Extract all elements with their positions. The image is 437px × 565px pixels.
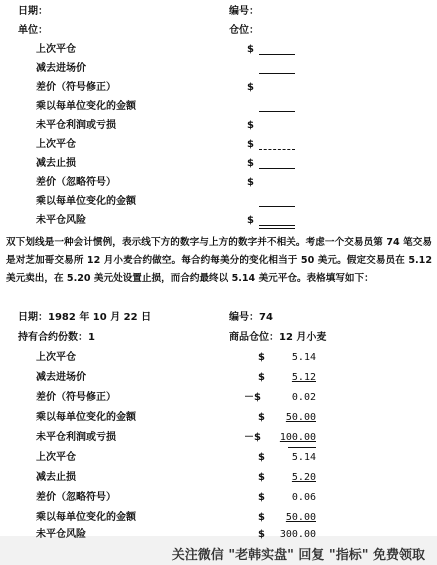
form2-row-label: 未平仓风险 (36, 529, 86, 540)
footer-banner (0, 536, 437, 565)
form1-number-label: 编号： (229, 6, 259, 17)
form2-value: 50.00 (285, 512, 316, 523)
footer-text: 关注微信 "老韩实盘" 回复 "指标" 免费领取 (171, 548, 425, 563)
form1-blank-line (259, 225, 295, 226)
form2-value: 300.00 (279, 529, 316, 540)
form2-sign: $ (258, 529, 265, 540)
form2-sign: $ (258, 352, 265, 363)
form2-sign: $ (258, 512, 265, 523)
form1-date-label: 日期： (18, 6, 48, 17)
form2-row-label: 上次平仓 (36, 352, 76, 363)
form2-sign: $ (258, 452, 265, 463)
form2-row-label: 乘以每单位变化的金额 (36, 512, 136, 523)
form1-blank-line (259, 149, 295, 150)
form1-row-label: 乘以每单位变化的金额 (36, 196, 136, 207)
form1-row-label: 减去进场价 (36, 63, 86, 74)
form1-blank-line (259, 111, 295, 112)
explanation-paragraph: 双下划线是一种会计惯例，表示线下方的数字与上方的数字并不相关。考虑一个交易员第 74 笔交易是对芝加哥交易所 12 月小麦合约做空。每合约每美分的变化相当于 50 美元。假定交易员在 5.12 美元卖出，在 5.20 美元处设置止损，而合约最终以 5.14 美元平仓。表格填写如下： (6, 237, 432, 284)
form2-commodity-label: 商品仓位：12 月小麦 (229, 332, 327, 343)
form1-row-label: 上次平仓 (36, 44, 76, 55)
form2-value: 100.00 (279, 432, 316, 443)
form2-date-label: 日期：1982 年 10 月 22 日 (18, 312, 152, 323)
form1-dollar-sign: $ (247, 120, 254, 131)
form2-row-label: 乘以每单位变化的金额 (36, 412, 136, 423)
form2-row-label: 未平仓利润或亏损 (36, 432, 116, 443)
form1-dollar-sign: $ (247, 177, 254, 188)
form1-row-label: 未平仓利润或亏损 (36, 120, 116, 131)
form2-value: 5.14 (291, 352, 316, 363)
form2-sign: $ (258, 412, 265, 423)
form2-row-label: 差价（符号修正） (36, 392, 116, 403)
form2-row-label: 差价（忽略符号） (36, 492, 116, 503)
form1-dollar-sign: $ (247, 215, 254, 226)
form1-dollar-sign: $ (247, 158, 254, 169)
form2-number-label: 编号：74 (229, 312, 273, 323)
form2-sign: －$ (244, 432, 261, 443)
form1-blank-line (259, 168, 295, 169)
form2-value: 5.12 (291, 372, 316, 383)
form2-value: 5.20 (291, 472, 316, 483)
form2-value: 0.02 (291, 392, 316, 403)
form1-blank-line (259, 73, 295, 74)
form2-value: 5.14 (291, 452, 316, 463)
form2-sign: $ (258, 472, 265, 483)
form1-dollar-sign: $ (247, 82, 254, 93)
form2-row-label: 减去止损 (36, 472, 76, 483)
form2-value: 50.00 (285, 412, 316, 423)
form1-blank-line (259, 54, 295, 55)
form1-row-label: 乘以每单位变化的金额 (36, 101, 136, 112)
form2-row-label: 减去进场价 (36, 372, 86, 383)
form2-sign: $ (258, 372, 265, 383)
form2-sign: $ (258, 492, 265, 503)
form1-dollar-sign: $ (247, 44, 254, 55)
form2-sign: －$ (244, 392, 261, 403)
form1-row-label: 差价（忽略符号） (36, 177, 116, 188)
form1-position-label: 仓位： (229, 25, 259, 36)
form2-value: 0.06 (291, 492, 316, 503)
form2-contracts-label: 持有合约份数：1 (18, 332, 95, 343)
form1-double-underline (259, 228, 295, 229)
form1-row-label: 差价（符号修正） (36, 82, 116, 93)
form2-double-underline (288, 447, 316, 448)
form1-blank-line (259, 206, 295, 207)
form1-row-label: 上次平仓 (36, 139, 76, 150)
form1-row-label: 减去止损 (36, 158, 76, 169)
form1-dollar-sign: $ (247, 139, 254, 150)
form1-row-label: 未平仓风险 (36, 215, 86, 226)
form2-row-label: 上次平仓 (36, 452, 76, 463)
form1-unit-label: 单位： (18, 25, 48, 36)
